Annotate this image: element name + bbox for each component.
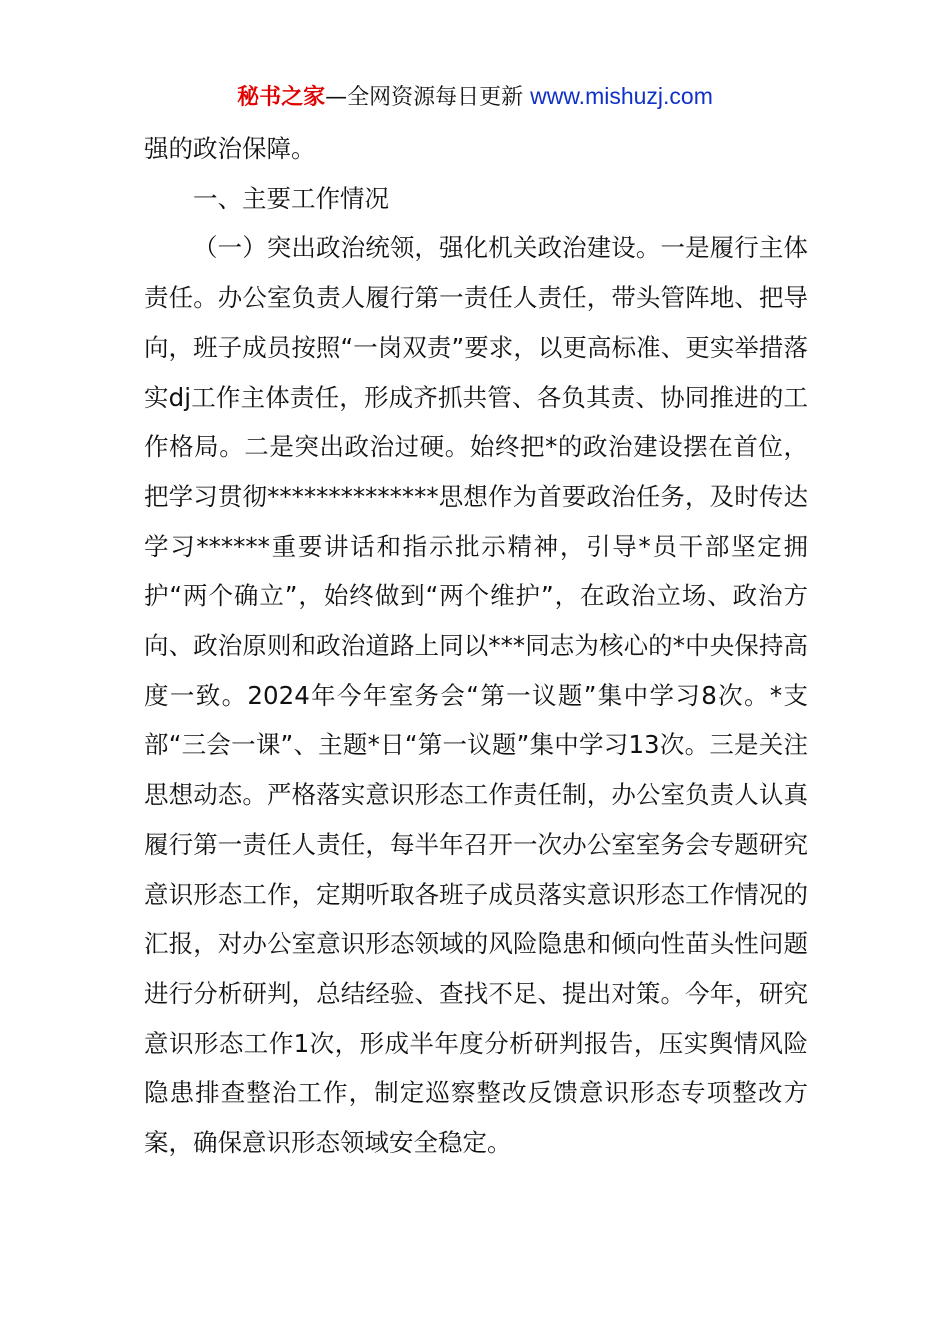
site-slogan: —全网资源每日更新 xyxy=(325,85,531,110)
section-heading: 一、主要工作情况 xyxy=(193,183,389,213)
site-url-link[interactable]: www.mishuzj.com xyxy=(530,83,713,109)
document-body xyxy=(144,124,808,1168)
site-header xyxy=(0,80,950,114)
site-brand: 秘书之家 xyxy=(237,85,326,110)
body-paragraph: （一）突出政治统领，强化机关政治建设。一是履行主体责任。办公室负责人履行第一责任人责任，带头管阵地、把导向，班子成员按照“一岗双责”要求，以更高标准、更实举措落实dj工作主体责任，形成齐抓共管、各负其责、协同推进的工作格局。二是突出政治过硬。始终把*的政治建设摆在首位，把学习贯彻**************思想作为首要政治任务，及时传达学习******重要讲话和指示批示精神，引导*员干部坚定拥护“两个确立”，始终做到“两个维护”，在政治立场、政治方向、政治原则和政治道路上同以***同志为核心的*中央保持高度一致。2024年今年室务会“第一议题”集中学习8次。*支部“三会一课”、主题*日“第一议题”集中学习13次。三是关注思想动态。严格落实意识形态工作责任制，办公室负责人认真履行第一责任人责任，每半年召开一次办公室室务会专题研究意识形态工作，定期听取各班子成员落实意识形态工作情况的汇报，对办公室意识形态领域的风险隐患和倾向性苗头性问题进行分析研判，总结经验、查找不足、提出对策。今年，研究意识形态工作1次，形成半年度分析研判报告，压实舆情风险隐患排查整治工作，制定巡察整改反馈意识形态专项整改方案，确保意识形态领域安全稳定。 xyxy=(144,233,808,1158)
continuation-line: 强的政治保障。 xyxy=(144,134,316,163)
